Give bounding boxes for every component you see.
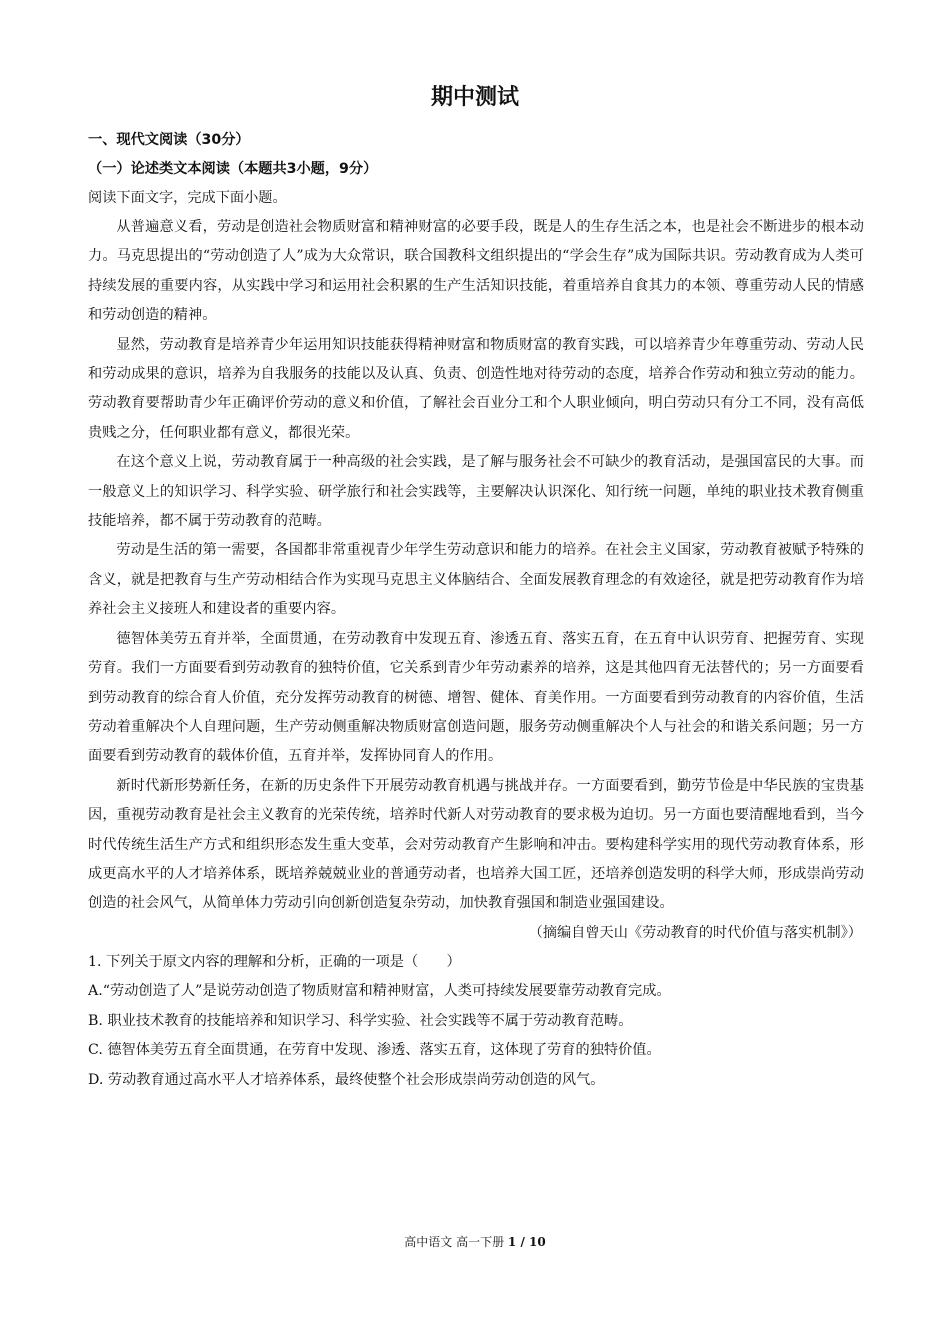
- paragraph: 从普遍意义看，劳动是创造社会物质财富和精神财富的必要手段，既是人的生存生活之本，也是社会不断进步的根本动力。马克思提出的“劳动创造了人”成为大众常识，联合国教科文组织提出的“学会生存”成为国际共识。劳动教育成为人类可持续发展的重要内容，从实践中学习和运用社会积累的生产生活知识技能，着重培养自食其力的本领、尊重劳动人民的情感和劳动创造的精神。: [88, 219, 864, 324]
- answer-option-a: A.“劳动创造了人”是说劳动创造了物质财富和精神财富，人类可持续发展要靠劳动教育完成。: [88, 983, 671, 1000]
- answer-option-c: C. 德智体美劳五育全面贯通，在劳育中发现、渗透、落实五育，这体现了劳育的独特价值。: [88, 1042, 661, 1059]
- source-citation: （摘编自曾天山《劳动教育的时代价值与落实机制》）: [528, 924, 862, 941]
- page-footer: [0, 1232, 950, 1252]
- document-body: [88, 126, 864, 1095]
- answer-option-b: B. 职业技术教育的技能培养和知识学习、科学实验、社会实践等不属于劳动教育范畴。: [88, 1012, 633, 1029]
- answer-option-d: D. 劳动教育通过高水平人才培养体系，最终使整个社会形成崇尚劳动创造的风气。: [88, 1071, 605, 1088]
- paragraph: 新时代新形势新任务，在新的历史条件下开展劳动教育机遇与挑战并存。一方面要看到，勤劳节俭是中华民族的宝贵基因，重视劳动教育是社会主义教育的光荣传统，培养时代新人对劳动教育的要求极为迫切。另一方面也要清醒地看到，当今时代传统生活生产方式和组织形态发生重大变革，会对劳动教育产生影响和冲击。要构建科学实用的现代劳动教育体系，形成更高水平的人才培养体系，既培养兢兢业业的普通劳动者，也培养大国工匠，还培养创造发明的科学大师，形成崇尚劳动创造的社会风气，从简单体力劳动引向创新创造复杂劳动，加快教育强国和制造业强国建设。: [88, 777, 864, 912]
- paragraph: 劳动是生活的第一需要，各国都非常重视青少年学生劳动意识和能力的培养。在社会主义国家，劳动教育被赋予特殊的含义，就是把教育与生产劳动相结合作为实现马克思主义体脑结合、全面发展教育理念的有效途径，就是把劳动教育作为培养社会主义接班人和建设者的重要内容。: [88, 542, 864, 618]
- footer-course: 高中语文 高一下册: [404, 1235, 505, 1249]
- paragraph: 在这个意义上说，劳动教育属于一种高级的社会实践，是了解与服务社会不可缺少的教育活动，是强国富民的大事。而一般意义上的知识学习、科学实验、研学旅行和社会实践等，主要解决认识深化、知行统一问题，单纯的职业技术教育侧重技能培养，都不属于劳动教育的范畴。: [88, 454, 864, 530]
- section-heading: 一、现代文阅读（30分）: [88, 132, 250, 148]
- page-number: 1 / 10: [507, 1235, 546, 1249]
- subsection-heading: （一）论述类文本阅读（本题共3小题，9分）: [88, 161, 378, 177]
- reading-instruction: 阅读下面文字，完成下面小题。: [88, 190, 287, 206]
- paragraph: 显然，劳动教育是培养青少年运用知识技能获得精神财富和物质财富的教育实践，可以培养青少年尊重劳动、劳动人民和劳动成果的意识，培养为自我服务的技能以及认真、负责、创造性地对待劳动的态度，培养合作劳动和独立劳动的能力。劳动教育要帮助青少年正确评价劳动的意义和价值，了解社会百业分工和个人职业倾向，明白劳动只有分工不同，没有高低贵贱之分，任何职业都有意义，都很光荣。: [88, 336, 864, 441]
- page-title: 期中测试: [430, 85, 519, 110]
- paragraph: 德智体美劳五育并举，全面贯通，在劳动教育中发现五育、渗透五育、落实五育，在五育中认识劳育、把握劳育、实现劳育。我们一方面要看到劳动教育的独特价值，它关系到青少年劳动素养的培养，这是其他四育无法替代的；另一方面要看到劳动教育的综合育人价值，充分发挥劳动教育的树德、增智、健体、育美作用。一方面要看到劳动教育的内容价值，生活劳动着重解决个人自理问题，生产劳动侧重解决物质财富创造问题，服务劳动侧重解决个人与社会的和谐关系问题；另一方面要看到劳动教育的载体价值，五育并举，发挥协同育人的作用。: [88, 630, 864, 765]
- question-stem: 1. 下列关于原文内容的理解和分析，正确的一项是（ ）: [88, 953, 461, 970]
